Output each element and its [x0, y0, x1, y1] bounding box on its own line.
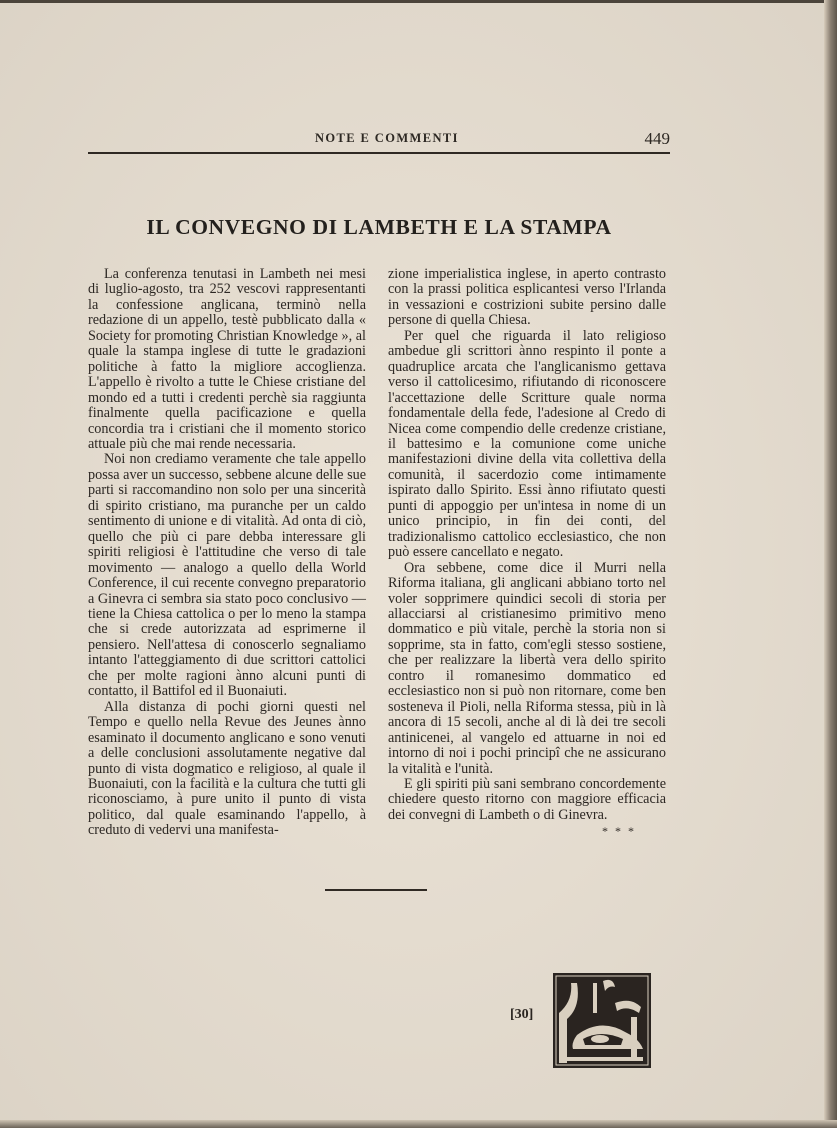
- paragraph: Alla distanza di pochi giorni questi nel Tempo e quello nella Revue des Jeunes ànno esaminato il documento anglicano e sono venuti a delle conclusioni assolutamente negative dal punto di vista dogmatico e religioso, al quale il Buonaiuti, con la facilità e la cultura che tutti gli riconosciamo, à pure unito il punto di vista politico, dal quale esaminando l'appello, à creduto di vedervi una manifesta-: [88, 698, 366, 839]
- paragraph: Noi non crediamo veramente che tale appello possa aver un successo, sebbene alcune delle sue parti si raccomandino non solo per una sincerità di spirito cristiano, ma puranche per un caldo sentimento di unione e di vitalità. Ad onta di ciò, quello che più ci pare debba interessare gli spiriti religiosi è l'attitudine che verso di tale movimento — analogo a quello della World Conference, il cui recente convegno preparatorio a Ginevra ci sembra sia stato poco conclusivo — tiene la Chiesa cattolica o per lo meno la stampa che si crede autorizzata ad esprimerne il pensiero. Nell'attesa di conoscerlo segnaliamo intanto l'atteggiamento di due scrittori cattolici che per molte ragioni ànno alcuni punti di contatto, il Battifol ed il Buonaiuti.: [88, 451, 366, 700]
- end-rule: [325, 889, 427, 891]
- paragraph: Ora sebbene, come dice il Murri nella Riforma italiana, gli anglicani abbiano torto nel voler sopprimere quindici secoli di storia per allacciarsi al cristianesimo primitivo meno dommatico e più vitale, perchè la storia non si sopprime, sta in fatto, com'egli stesso sostiene, che per realizzare la libertà vera dello spirito contro il romanesimo dommatico ed ecclesiastico non si può non ritornare, come ben sosteneva il Pioli, nella Riforma stessa, più in là ancora di 15 secoli, anche al di là dei tre secoli antinicenei, al vangelo ed attuarne in noi ed intorno di noi i pochi principî che ne assicurano la vitalità e l'unità.: [388, 559, 666, 777]
- page-bottom-shadow: [0, 1120, 837, 1128]
- page-edge-shadow: [824, 0, 837, 1128]
- paragraph: La conferenza tenutasi in Lambeth nei mesi di luglio-agosto, tra 252 vescovi rappresentanti la confessione anglicana, terminò nella redazione di un appello, testè pubblicato dalla « Society for promoting Christian Knowledge », al quale la stampa inglese di tutte le gradazioni politiche à fatto la migliore accoglienza. L'appello è rivolto a tutte le Chiese cristiane del mondo ed a tutti i credenti perchè sia raggiunta finalmente quella pacificazione e quella concordia tra i cristiani che il momento storico attuale più che mai rende necessaria.: [88, 266, 366, 452]
- paragraph-continued: zione imperialistica inglese, in aperto contrasto con la prassi politica esplicantesi verso l'Irlanda in vessazioni e costrizioni subite persino dalle persone di quella Chiesa.: [388, 266, 666, 329]
- paragraph: E gli spiriti più sani sembrano concordemente chiedere questo ritorno con maggiore efficacia dei convegni di Lambeth o di Ginevra.: [388, 775, 666, 823]
- running-head: [90, 129, 670, 151]
- paragraph: Per quel che riguarda il lato religioso ambedue gli scrittori ànno respinto il ponte a quadruplice arcata che l'anglicanismo gettava verso il cattolicesimo, rifiutando di riconoscere l'accettazione delle Scritture quale norma fondamentale della fede, l'adesione al Credo di Nicea come compendio delle credenze cristiane, il battesimo e la comunione come uniche manifestazioni divine della vita collettiva della comunità, il sacerdozio come intimamente ispirato dallo Spirito. Essi ànno rifiutato questi punti di appoggio per un'intesa in nome di un unico principio, in fin dei conti, del tradizionalismo cattolico ecclesiastico, che non può essere cancellato e negato.: [388, 327, 666, 561]
- running-title: NOTE E COMMENTI: [315, 131, 459, 145]
- article-title: IL CONVEGNO DI LAMBETH E LA STAMPA: [146, 215, 612, 239]
- left-column: [88, 267, 366, 839]
- woodcut-vignette: [553, 973, 651, 1068]
- header-rule: [88, 152, 670, 154]
- sheet-number: [30]: [510, 1007, 534, 1022]
- right-column: [388, 267, 666, 840]
- closing-asterisks: * * *: [602, 824, 636, 839]
- page-number: 449: [644, 129, 670, 148]
